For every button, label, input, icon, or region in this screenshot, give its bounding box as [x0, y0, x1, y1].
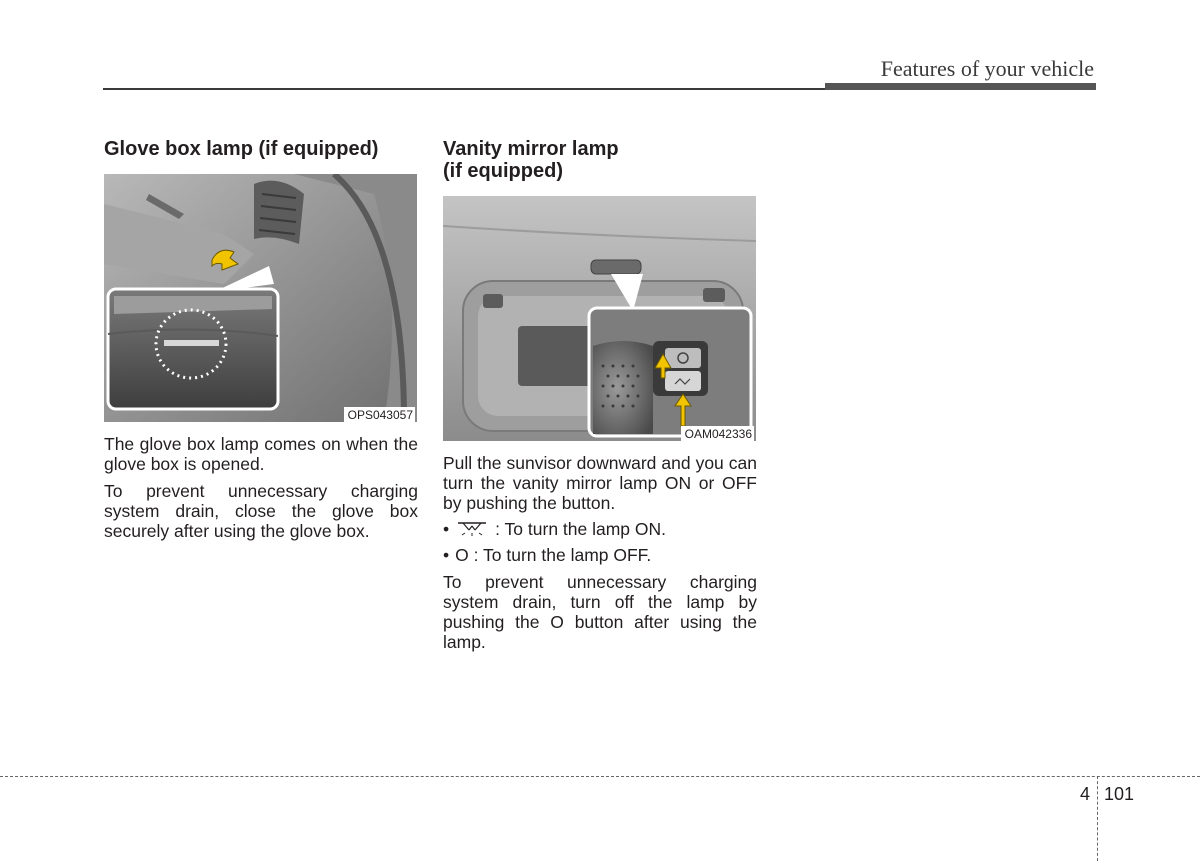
- lamp-on-icon: [455, 521, 489, 537]
- vanity-mirror-section: [443, 138, 757, 652]
- bullet-dot: •: [443, 519, 450, 539]
- bullet-dot: •: [443, 545, 450, 565]
- glove-box-figure: [104, 174, 417, 422]
- glove-box-paragraph-1: The glove box lamp comes on when the glove box is opened.: [104, 434, 418, 474]
- bullet-lamp-on: [443, 519, 757, 539]
- vanity-mirror-illustration: [443, 196, 756, 441]
- running-header-title: Features of your vehicle: [880, 56, 1094, 81]
- header-rule-thick: [825, 83, 1096, 90]
- bullet-lamp-on-text: : To turn the lamp ON.: [495, 519, 667, 539]
- glove-box-illustration: [104, 174, 417, 422]
- vanity-mirror-closing: To prevent unnecessary charging system drain, turn off the lamp by pushing the O button after using the lamp.: [443, 572, 757, 652]
- vanity-mirror-intro: Pull the sunvisor downward and you can turn the vanity mirror lamp ON or OFF by pushing the button.: [443, 453, 757, 513]
- glove-box-figure-code: OPS043057: [344, 407, 415, 422]
- header-rule-thin: [103, 88, 825, 90]
- glove-box-paragraph-2: To prevent unnecessary charging system drain, close the glove box securely after using the glove box.: [104, 481, 418, 541]
- bullet-lamp-off: [443, 545, 757, 565]
- footer-dashed-divider: [1097, 776, 1098, 861]
- chapter-number: 4: [1080, 784, 1091, 804]
- vanity-mirror-heading-line2: (if equipped): [443, 160, 563, 182]
- bullet-lamp-off-text: O : To turn the lamp OFF.: [455, 545, 652, 565]
- page-number: 101: [1104, 784, 1135, 804]
- footer-dashed-rule: [0, 776, 1200, 777]
- glove-box-section: [104, 138, 418, 541]
- vanity-mirror-figure: [443, 196, 756, 441]
- vanity-mirror-figure-code: OAM042336: [681, 426, 754, 441]
- vanity-mirror-heading-line1: Vanity mirror lamp: [443, 138, 619, 160]
- glove-box-heading: Glove box lamp (if equipped): [104, 138, 379, 160]
